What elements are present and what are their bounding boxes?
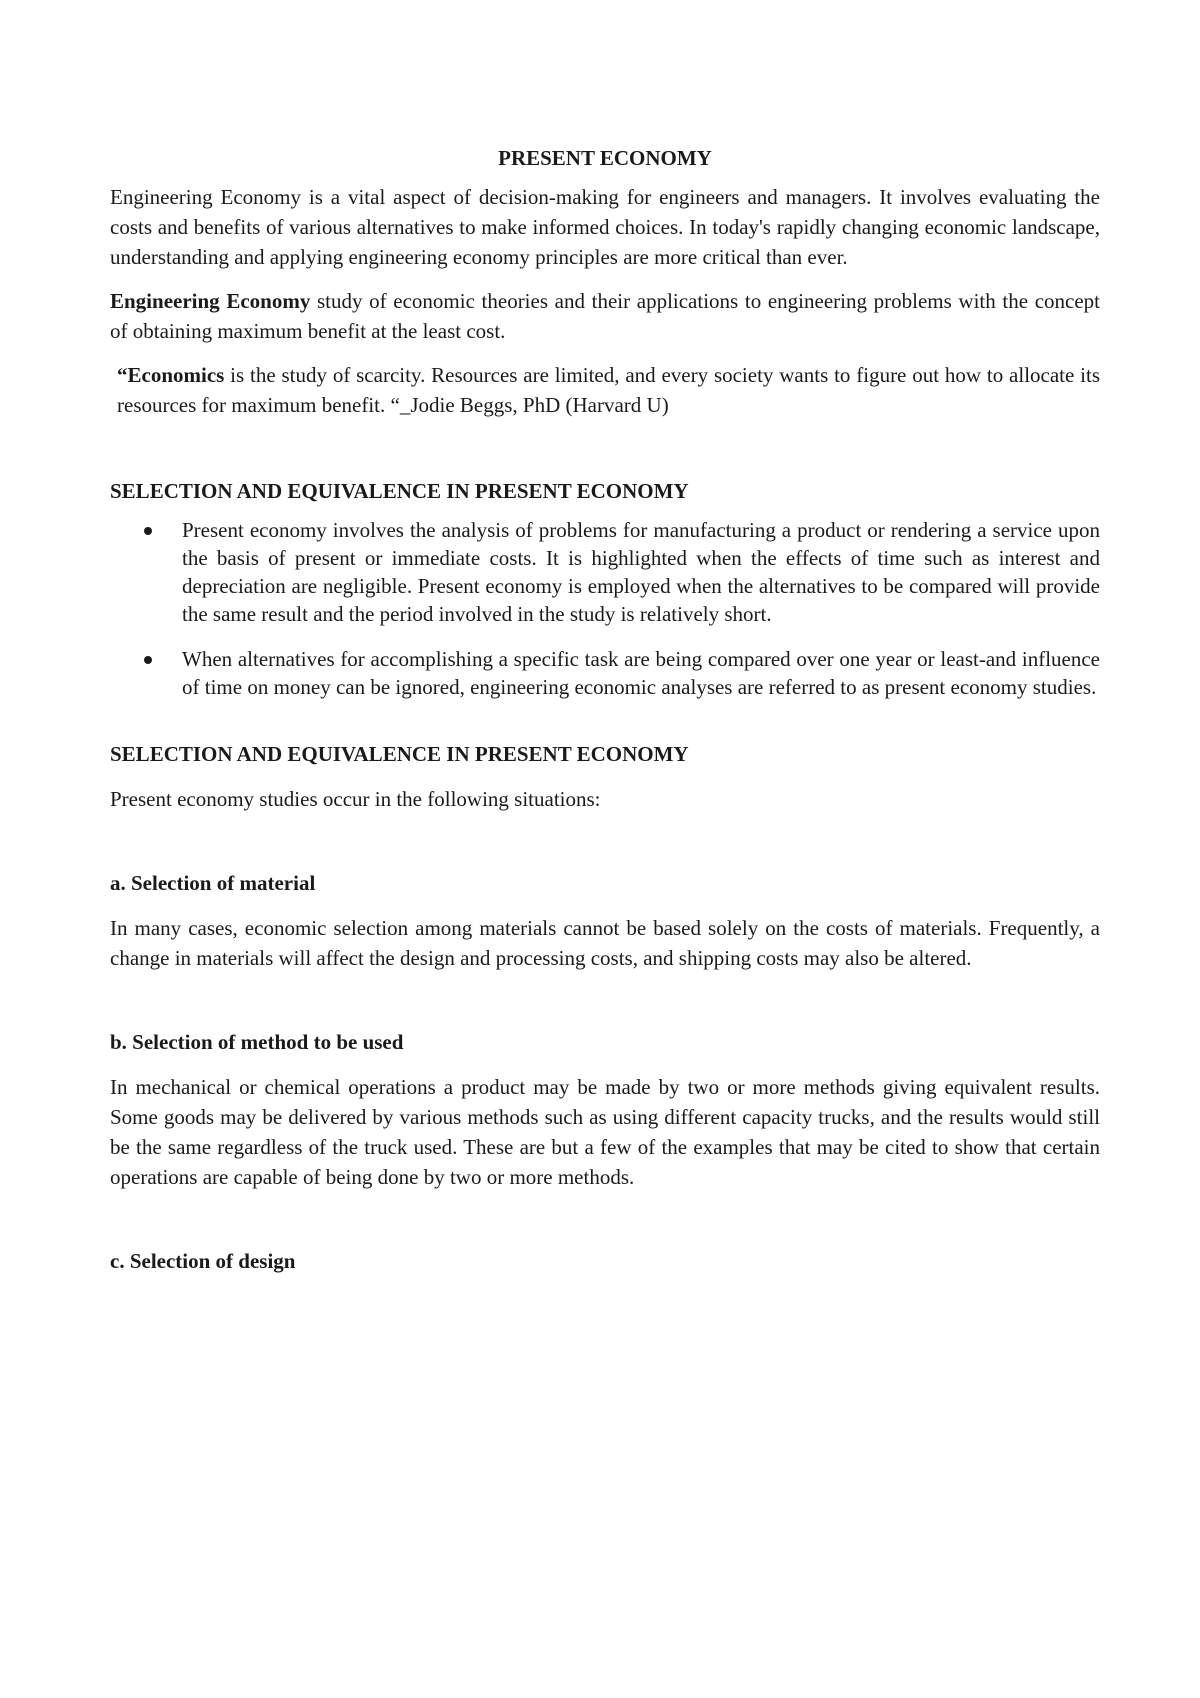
subheading-selection-of-design: c. Selection of design: [110, 1249, 296, 1273]
bullet-icon: [144, 527, 152, 535]
subheading-selection-of-method: b. Selection of method to be used: [110, 1030, 404, 1054]
definition-text: study of economic theories and their applications to engineering problems with the concept of obtaining maximum benefit at the least cost.: [110, 289, 1100, 343]
material-paragraph: In many cases, economic selection among materials cannot be based solely on the costs of materials. Frequently, a change in materials will affect the design and processing costs, and shipping costs may also be altered.: [110, 916, 1100, 970]
section-lead-text: Present economy studies occur in the following situations:: [110, 787, 601, 811]
quote-text: is the study of scarcity. Resources are limited, and every society wants to figure out how to allocate its resources for maximum benefit. “_Jodie Beggs, PhD (Harvard U): [117, 363, 1100, 417]
definition-term: Engineering Economy: [110, 289, 311, 313]
bullet-list: [110, 516, 1100, 701]
quote-open-mark: “: [117, 363, 128, 387]
quote-term: Economics: [127, 363, 225, 387]
list-item-text: When alternatives for accomplishing a specific task are being compared over one year or least-and influence of time on money can be ignored, engineering economic analyses are referred to as present economy studies.: [182, 647, 1100, 699]
list-item: [182, 645, 1100, 701]
list-item-text: Present economy involves the analysis of problems for manufacturing a product or rendering a service upon the basis of present or immediate costs. It is highlighted when the effects of time such as interest and depreciation are negligible. Present economy is employed when the alternatives to be compared will provide the same result and the period involved in the study is relatively short.: [182, 518, 1100, 626]
section-heading-selection-equivalence-2: SELECTION AND EQUIVALENCE IN PRESENT ECONOMY: [110, 742, 689, 766]
subheading-selection-of-material: a. Selection of material: [110, 871, 316, 895]
intro-paragraph: Engineering Economy is a vital aspect of decision-making for engineers and managers. It involves evaluating the costs and benefits of various alternatives to make informed choices. In today's rapidly changing economic landscape, understanding and applying engineering economy principles are more critical than ever.: [110, 185, 1100, 269]
page-title: PRESENT ECONOMY: [498, 146, 712, 170]
list-item: [182, 516, 1100, 628]
definition-paragraph: [110, 286, 1100, 346]
section-heading-selection-equivalence: SELECTION AND EQUIVALENCE IN PRESENT ECONOMY: [110, 479, 689, 503]
quote-paragraph: [110, 360, 1100, 420]
method-paragraph: In mechanical or chemical operations a product may be made by two or more methods giving equivalent results. Some goods may be delivered by various methods such as using different capacity trucks, and the results would still be the same regardless of the truck used. These are but a few of the examples that may be cited to show that certain operations are capable of being done by two or more methods.: [110, 1075, 1100, 1189]
bullet-icon: [144, 656, 152, 664]
